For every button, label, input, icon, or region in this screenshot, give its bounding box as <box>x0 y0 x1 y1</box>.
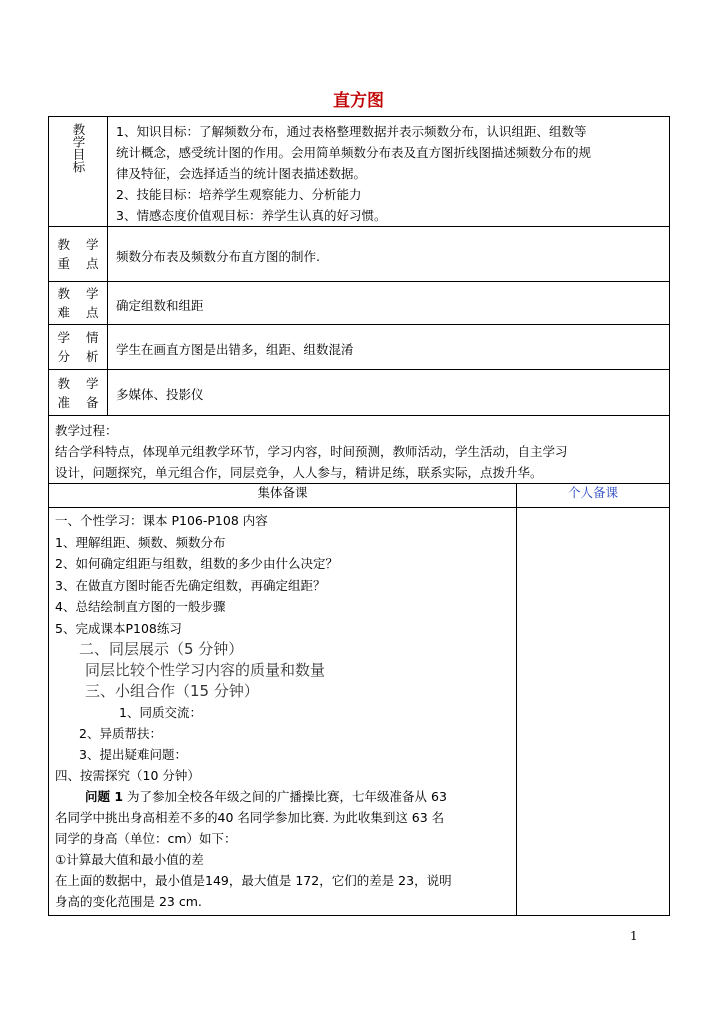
process-row <box>49 416 670 484</box>
body-line-8: 同层比较个性学习内容的质量和数量 <box>85 661 326 679</box>
key-label-cell <box>49 227 108 282</box>
body-line-19: 身高的变化范围是 23 cm. <box>55 894 202 909</box>
goals-label-cell <box>49 117 108 227</box>
prep-row <box>49 370 670 416</box>
page-number: 1 <box>630 929 638 943</box>
difficulty-content: 确定组数和组距 <box>108 282 670 325</box>
body-line-12: 3、提出疑难问题： <box>79 747 187 762</box>
body-line-17: ①计算最大值和最小值的差 <box>55 852 204 867</box>
goals-line-4: 2、技能目标：培养学生观察能力、分析能力 <box>116 187 362 202</box>
collective-body <box>49 508 517 916</box>
page-title: 直方图 <box>333 91 384 111</box>
goals-line-2: 统计概念，感受统计图的作用。会用简单频数分布表及直方图折线图描述频数分布的规 <box>116 145 592 160</box>
body-line-6: 5、完成课本P108练习 <box>55 620 182 636</box>
key-row <box>49 227 670 282</box>
prep-label-1: 教 学 <box>57 375 105 391</box>
process-line-1: 结合学科特点，体现单元组教学环节，学习内容，时间预测，教师活动，学生活动，自主学习 <box>55 444 568 459</box>
body-line-18: 在上面的数据中，最小值是149，最大值是 172，它们的差是 23，说明 <box>55 873 452 888</box>
body-line-2: 1、理解组距、频数、频数分布 <box>55 534 226 550</box>
key-label-2: 重 点 <box>57 256 105 271</box>
body-line-16: 同学的身高（单位：cm）如下： <box>55 831 237 846</box>
body-line-9: 三、小组合作（15 分钟） <box>85 682 259 700</box>
problem-label: 问题 1 <box>85 789 124 804</box>
analysis-row <box>49 325 670 370</box>
personal-body <box>517 508 670 916</box>
process-content <box>49 416 670 484</box>
analysis-label-1: 学 情 <box>57 330 105 345</box>
problem-text: 为了参加全校各年级之间的广播操比赛，七年级准备从 63 <box>123 789 447 804</box>
column-header-row <box>49 484 670 508</box>
collective-header: 集体备课 <box>49 484 517 508</box>
body-line-1: 一、个性学习：课本 P106-P108 内容 <box>55 513 268 528</box>
goals-label: 教学目标 <box>71 123 86 173</box>
body-line-3: 2、如何确定组距与组数，组数的多少由什么决定？ <box>55 556 338 571</box>
goals-line-5: 3、情感态度价值观目标：养学生认真的好习惯。 <box>116 208 387 223</box>
analysis-content: 学生在画直方图是出错多，组距、组数混淆 <box>108 325 670 370</box>
goals-row <box>49 117 670 227</box>
body-line-15: 名同学中挑出身高相差不多的40 名同学参加比赛. 为此收集到这 63 名 <box>55 810 445 825</box>
prep-label-2: 准 备 <box>57 394 105 410</box>
body-line-11: 2、异质帮扶： <box>79 726 162 741</box>
key-label-1: 教 学 <box>57 237 105 252</box>
key-content: 频数分布表及频数分布直方图的制作. <box>108 227 670 282</box>
body-line-13: 四、按需探究（10 分钟） <box>55 768 200 783</box>
lesson-plan-table <box>48 116 670 916</box>
goals-line-1: 1、知识目标：了解频数分布，通过表格整理数据并表示频数分布，认识组距、组数等 <box>116 124 587 139</box>
personal-header: 个人备课 <box>517 484 670 508</box>
difficulty-label-2: 难 点 <box>57 305 105 320</box>
body-line-5: 4、总结绘制直方图的一般步骤 <box>55 599 226 614</box>
body-line-4: 3、在做直方图时能否先确定组数，再确定组距？ <box>55 577 326 593</box>
prep-content: 多媒体、投影仪 <box>108 370 670 416</box>
process-line-2: 设计，问题探究，单元组合作，同层竞争，人人参与，精讲足练，联系实际，点拨升华。 <box>55 465 543 480</box>
goals-content <box>108 117 670 227</box>
process-heading: 教学过程： <box>55 423 118 438</box>
prep-label-cell <box>49 370 108 416</box>
difficulty-label-1: 教 学 <box>57 286 105 301</box>
analysis-label-2: 分 析 <box>57 349 105 364</box>
difficulty-row <box>49 282 670 325</box>
body-row <box>49 508 670 916</box>
body-line-10: 1、同质交流： <box>119 705 202 720</box>
body-line-7: 二、同层展示（5 分钟） <box>79 640 244 658</box>
analysis-label-cell <box>49 325 108 370</box>
body-line-14 <box>55 786 512 807</box>
difficulty-label-cell <box>49 282 108 325</box>
goals-line-3: 律及特征，会选择适当的统计图表描述数据。 <box>116 166 367 181</box>
